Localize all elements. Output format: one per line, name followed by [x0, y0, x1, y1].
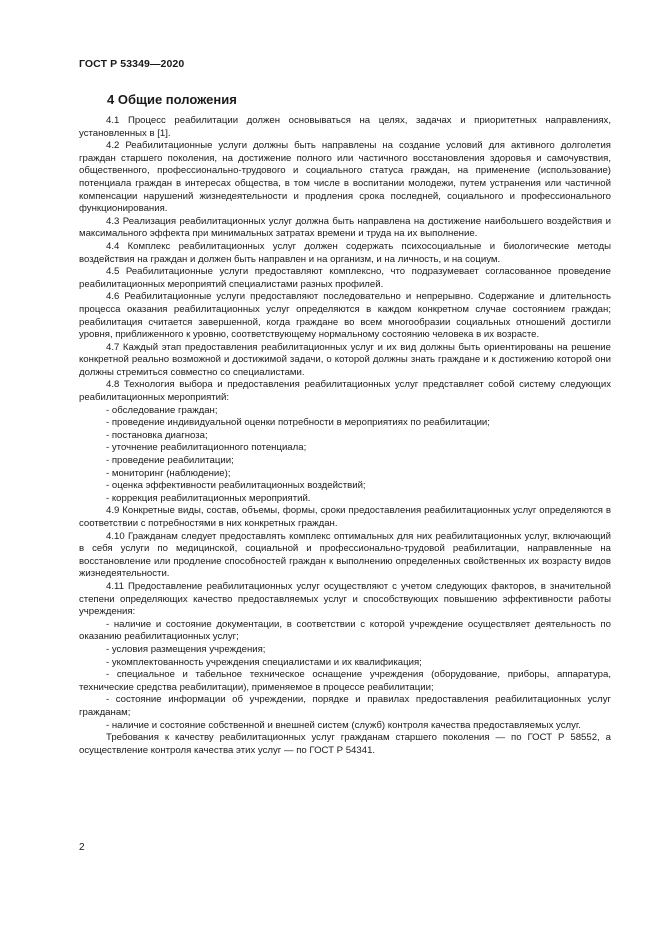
paragraph-4-9: 4.9 Конкретные виды, состав, объемы, формы, сроки предоставления реабилитационных услуг определяются в соответствии с потребностями в них конкретных граждан. — [79, 505, 611, 529]
list-item: - коррекция реабилитационных мероприятий. — [106, 492, 311, 504]
section-title: 4 Общие положения — [107, 92, 237, 107]
list-4-11 — [79, 619, 611, 732]
paragraph-4-5: 4.5 Реабилитационные услуги предоставляют комплексно, что подразумевает согласованное проведение реабилитационных мероприятий специалистами разных профилей. — [79, 266, 611, 290]
paragraph-4-11: 4.11 Предоставление реабилитационных услуг осуществляют с учетом следующих факторов, в значительной степени определяющих качество предоставляемых услуг и способствующих повышению эффективности работы учреждения: — [79, 580, 611, 618]
list-item: - специальное и табельное техническое оснащение учреждения (оборудование, приборы, аппаратура, технические средства реабилитации), применяемое в процессе реабилитации; — [79, 669, 611, 693]
list-item: - оценка эффективности реабилитационных воздействий; — [106, 480, 366, 492]
paragraph-4-2: 4.2 Реабилитационные услуги должны быть направлены на создание условий для активного долголетия граждан старшего поколения, на достижение полного или частичного восстановления здоровья и самочувствия, общественного, профессионально-трудового и социального статуса граждан, на применение (использование) потенциала граждан в интересах общества, в том числе в воспитании молодежи, путем устранения или частичной компенсации нарушений жизнедеятельности и продления срока последней, социального и профессионального функционирования. — [79, 140, 611, 215]
document-header: ГОСТ Р 53349—2020 — [79, 58, 185, 70]
paragraph-4-6: 4.6 Реабилитационные услуги предоставляют последовательно и непрерывно. Содержание и длительность процесса оказания реабилитационных услуг определяются в каждом конкретном случае состоянием граждан; реабилитация считается завершенной, когда граждане во всем многообразии социальных отношений достигли уровня, приближенного к уровню, соответствующему нормальному состоянию человека в их возрасте. — [79, 291, 611, 341]
list-item: - укомплектованность учреждения специалистами и их квалификация; — [106, 656, 422, 668]
paragraph-4-7: 4.7 Каждый этап предоставления реабилитационных услуг и их вид должны быть ориентированы на решение конкретной реально возможной и достижимой задачи, о которой должны знать граждане и к достижению которой они должны стремиться совместно со специалистами. — [79, 341, 611, 378]
list-4-8 — [79, 405, 611, 506]
paragraph-requirements: Требования к качеству реабилитационных услуг гражданам старшего поколения — по ГОСТ Р 58552, а осуществление контроля качества этих услуг — по ГОСТ Р 54341. — [79, 732, 611, 756]
list-item: - наличие и состояние собственной и внешней систем (служб) контроля качества предоставляемых услуг. — [106, 719, 581, 731]
list-item: - проведение индивидуальной оценки потребности в мероприятиях по реабилитации; — [106, 417, 490, 429]
document-body — [79, 115, 611, 757]
list-item: - постановка диагноза; — [106, 429, 208, 441]
paragraph-4-8: 4.8 Технология выбора и предоставления реабилитационных услуг представляет собой систему следующих реабилитационных мероприятий: — [79, 379, 611, 404]
paragraph-4-1: 4.1 Процесс реабилитации должен основываться на целях, задачах и приоритетных направлениях, установленных в [1]. — [79, 115, 611, 139]
page-number: 2 — [79, 842, 85, 853]
list-item: - уточнение реабилитационного потенциала; — [106, 442, 307, 454]
paragraph-4-4: 4.4 Комплекс реабилитационных услуг должен содержать психосоциальные и биологические методы воздействия на граждан и должен быть направлен и на организм, и на личность, и на социум. — [79, 240, 611, 265]
list-item: - проведение реабилитации; — [106, 455, 234, 467]
paragraph-4-10: 4.10 Гражданам следует предоставлять комплекс оптимальных для них реабилитационных услуг, включающий в себя услуги по медицинской, социальной и профессионально-трудовой реабилитации, направленные на восстановление или продление способностей граждан к выполнению определенных свойственных их возрасту видов жизнедеятельности. — [79, 530, 611, 580]
list-item: - состояние информации об учреждении, порядке и правилах предоставления реабилитационных услуг гражданам; — [79, 694, 611, 718]
list-item: - условия размещения учреждения; — [106, 643, 266, 655]
paragraph-4-3: 4.3 Реализация реабилитационных услуг должна быть направлена на достижение наибольшего воздействия и максимального эффекта при минимальных затратах времени и труда на их выполнение. — [79, 215, 611, 240]
list-item: - наличие и состояние документации, в соответствии с которой учреждение осуществляет деятельность по оказанию реабилитационных услуг; — [79, 618, 611, 643]
list-item: - обследование граждан; — [106, 404, 218, 416]
list-item: - мониторинг (наблюдение); — [106, 467, 231, 479]
